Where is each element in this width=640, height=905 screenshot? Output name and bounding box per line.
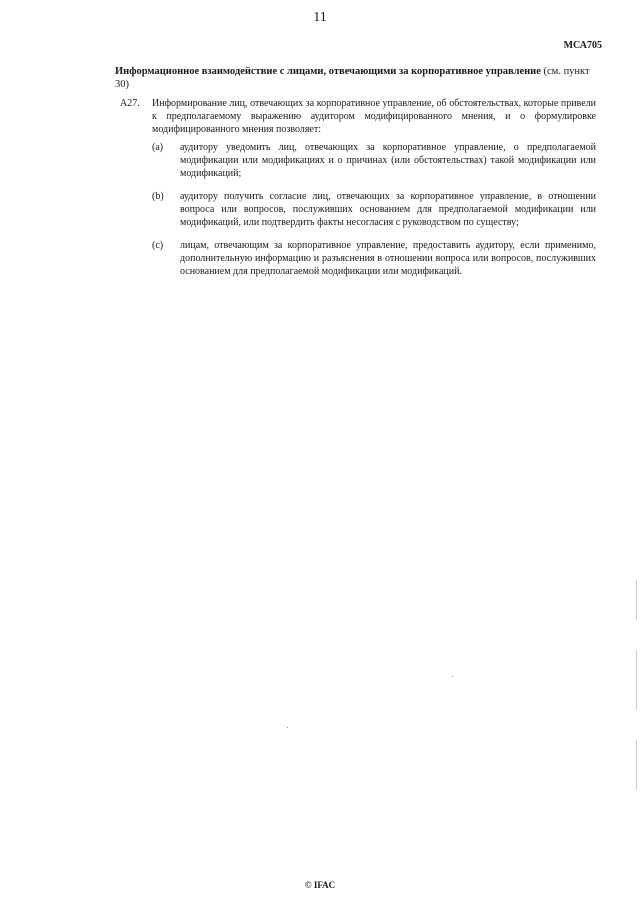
section-heading-title: Информационное взаимодействие с лицами, отвечающими за корпоративное управление [115, 66, 541, 77]
copyright-footer: © IFAC [304, 880, 336, 890]
list-item-text: аудитору уведомить лиц, отвечающих за корпоративное управление, о предполагаемой модификации или модификациях и о причинах (или обстоятельствах) такой модификации или модификаций; [180, 142, 596, 179]
list-item-text: аудитору получить согласие лиц, отвечающих за корпоративное управление, в отношении вопроса или вопросов, послуживших основанием для предполагаемой модификации или модификаций, или подтвердить факты несогласия с руководством по существу; [180, 191, 596, 228]
list-item-label: (c) [152, 240, 164, 251]
scan-edge-mark [636, 740, 637, 790]
list-item-b [152, 190, 596, 229]
paragraph-number: A27. [120, 98, 140, 109]
list-item-label: (a) [152, 142, 164, 153]
scan-speck [287, 727, 288, 728]
list-item-a [152, 141, 596, 180]
list-item-label: (b) [152, 191, 164, 202]
list-item-c [152, 239, 596, 278]
scan-edge-mark [636, 650, 637, 710]
standard-code: МСА705 [563, 40, 602, 51]
sub-item-list [152, 141, 596, 288]
paragraph-text: Информирование лиц, отвечающих за корпоративное управление, об обстоятельствах, которые привели к предполагаемому выражению аудитором модифицированного мнения, и о формулировке модифицированного мнения позволяет: [152, 98, 596, 135]
scan-edge-mark [636, 580, 637, 620]
section-heading-reference: (см. пункт 30) [115, 66, 590, 90]
list-item-text: лицам, отвечающим за корпоративное управление, предоставить аудитору, если применимо, дополнительную информацию и разъяснения в отношении вопроса или вопросов, послуживших основанием для предполагаемой модификации или модификаций. [180, 240, 596, 277]
page-number: 11 [313, 10, 327, 25]
section-heading [115, 65, 597, 91]
paragraph-a27 [120, 97, 596, 136]
scan-speck [452, 676, 453, 677]
